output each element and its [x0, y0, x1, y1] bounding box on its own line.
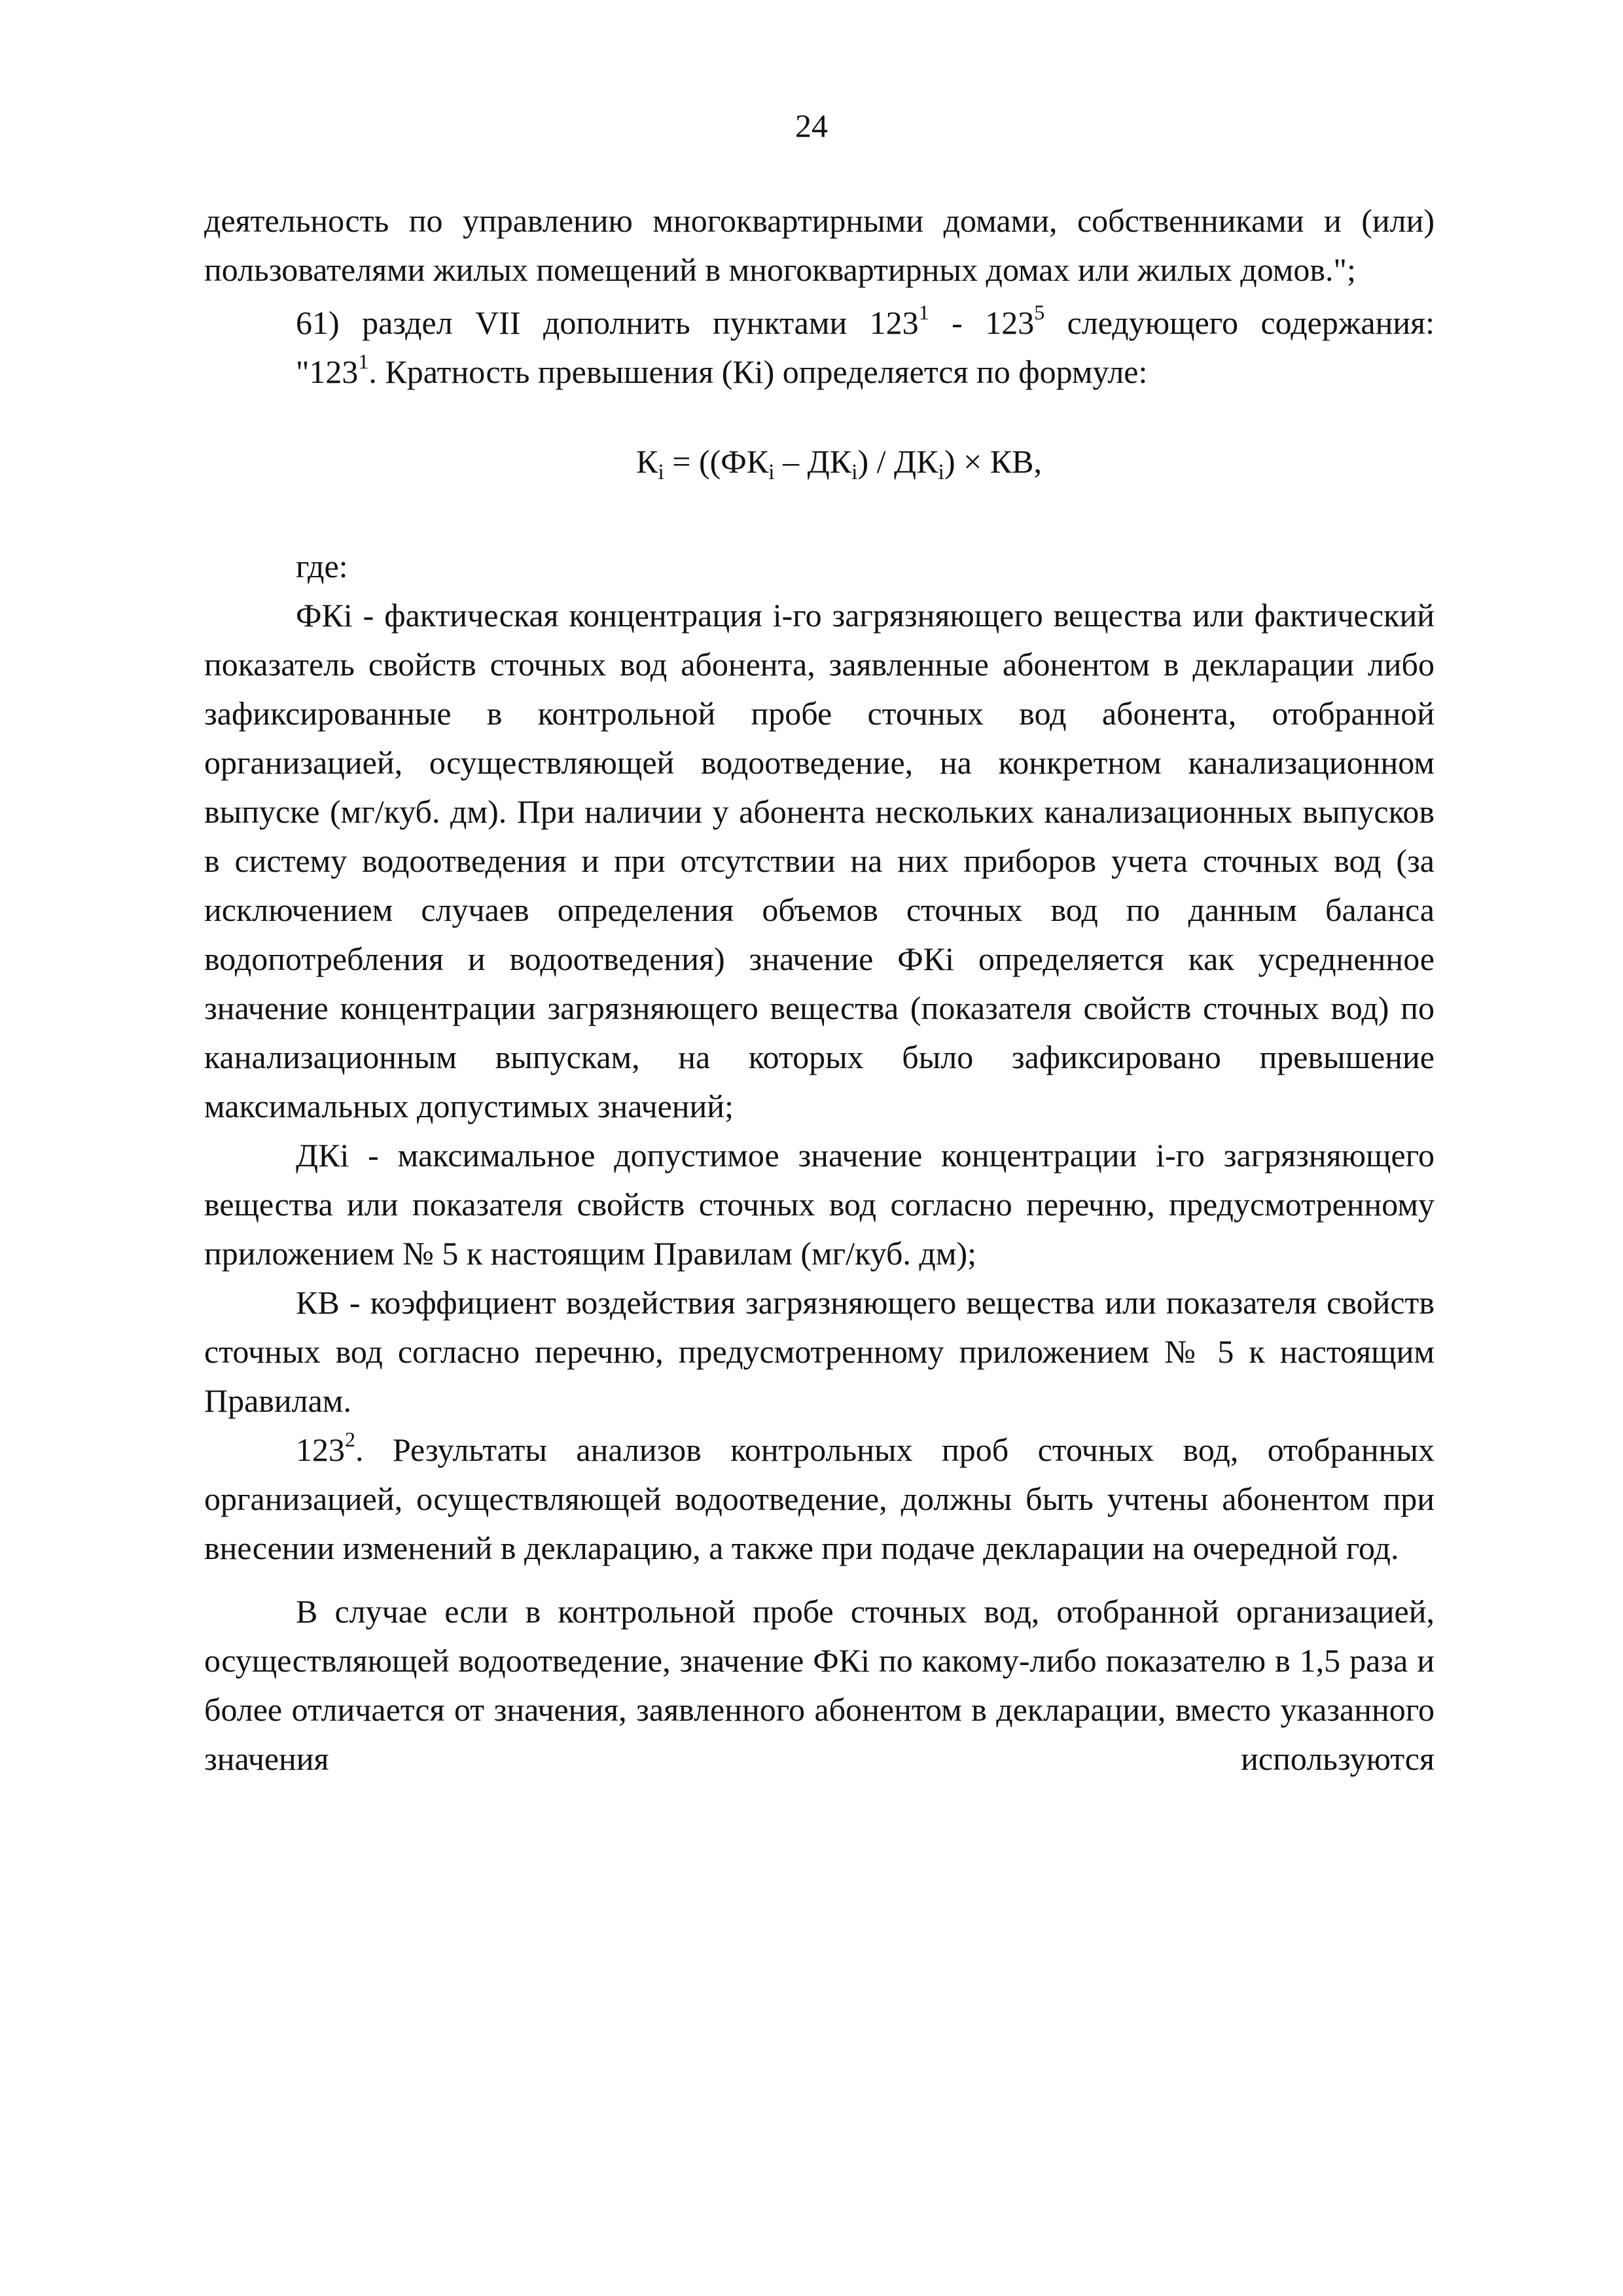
paragraph-1232 — [204, 1426, 1435, 1573]
item-61-superscript-5: 5 — [1034, 300, 1045, 324]
page-number: 24 — [795, 107, 828, 144]
paragraph-item-61 — [204, 298, 1435, 348]
definition-fki: ФКi - фактическая концентрация i-го загрязняющего вещества или фактический показатель свойств сточных вод абонента, заявленные абонентом в декларации либо зафиксированные в контрольной пробе сточных вод абонента, отобранной организацией, осуществляющей водоотведение, на конкретном канализационном выпуске (мг/куб. дм). При наличии у абонента нескольких канализационных выпусков в систему водоотведения и при отсутствии на них приборов учета сточных вод (за исключением случаев определения объемов сточных вод по данным баланса водопотребления и водоотведения) значение ФКi определяется как усредненное значение концентрации загрязняющего вещества (показателя свойств сточных вод) по канализационным выпускам, на которых было зафиксировано превышение максимальных допустимых значений; — [204, 597, 1435, 1124]
clause-1231-text: . Кратность превышения (Кi) определяется по формуле: — [368, 353, 1148, 390]
paragraph-continuation: деятельность по управлению многоквартирными домами, собственниками и (или) пользователями жилых помещений в многоквартирных домах или жилых домов."; — [204, 202, 1435, 288]
clause-1231-superscript: 1 — [358, 350, 369, 373]
paragraph-1231-intro — [204, 348, 1435, 397]
formula-k: К — [635, 443, 658, 480]
item-61-superscript-1: 1 — [918, 300, 929, 324]
item-61-text-c: следующего содержания: — [1044, 304, 1435, 341]
clause-1232-number: 123 — [296, 1431, 345, 1468]
clause-1232-superscript: 2 — [345, 1427, 355, 1451]
formula-sub-i: i — [851, 460, 858, 484]
formula-part: ) × КВ, — [944, 443, 1043, 480]
item-61-text-a: 61) раздел VII дополнить пунктами 123 — [296, 304, 919, 341]
definition-dki: ДКi - максимальное допустимое значение концентрации i-го загрязняющего вещества или показателя свойств сточных вод согласно перечню, предусмотренному приложением № 5 к настоящим Правилам (мг/куб. дм); — [204, 1137, 1435, 1272]
item-61-text-b: - 123 — [929, 304, 1035, 341]
document-body — [204, 196, 1435, 1784]
definition-kv: КВ - коэффициент воздействия загрязняющего вещества или показателя свойств сточных вод согласно перечню, предусмотренному приложением № 5 к настоящим Правилам. — [204, 1284, 1435, 1419]
formula-ki — [204, 437, 1435, 486]
paragraph-where: где: — [296, 548, 348, 584]
clause-1231-number: "123 — [296, 353, 359, 390]
formula-part: – ДК — [774, 443, 852, 480]
paragraph-case: В случае если в контрольной пробе сточных вод, отобранной организацией, осуществляющей водоотведение, значение ФКi по какому-либо показателю в 1,5 раза и более отличается от значения, заявленного абонентом в декларации, вместо указанного значения используются — [204, 1593, 1435, 1777]
clause-1232-text: . Результаты анализов контрольных проб сточных вод, отобранных организацией, осуществляющей водоотведение, должны быть учтены абонентом при внесении изменений в декларацию, а также при подаче декларации на очередной год. — [204, 1431, 1435, 1566]
formula-sub-i: i — [658, 460, 664, 484]
formula-part: = ((ФК — [664, 443, 769, 480]
formula-sub-i: i — [938, 460, 944, 484]
formula-part: ) / ДК — [857, 443, 938, 480]
formula-sub-i: i — [768, 460, 775, 484]
